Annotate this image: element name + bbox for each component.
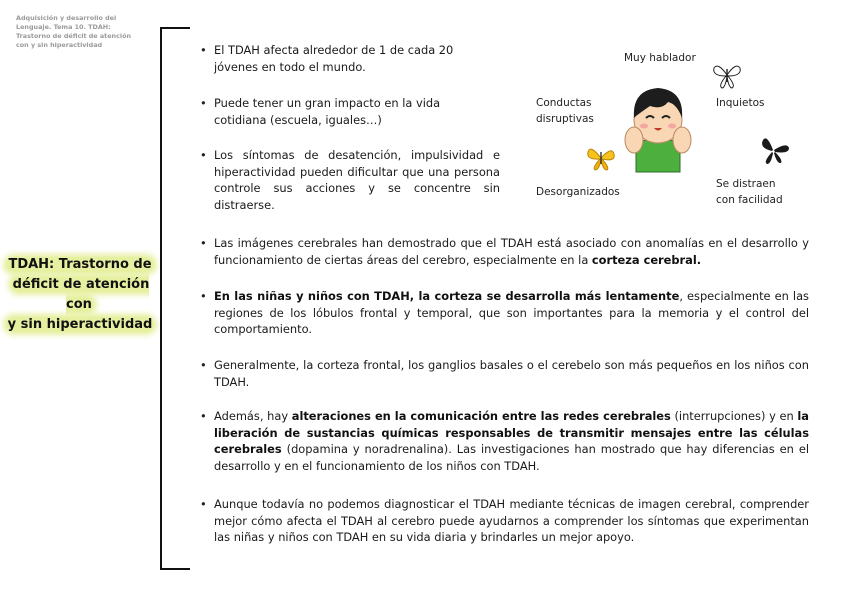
- butterfly-black-icon: [757, 134, 791, 166]
- side-title-line: y sin hiperactividad: [7, 317, 153, 332]
- butterfly-white-icon: [710, 60, 744, 90]
- header-line: Trastorno de déficit de atención: [16, 32, 132, 40]
- side-title-line: déficit de atención con: [12, 277, 150, 312]
- list-item: • Los síntomas de desatención, impulsividad e hiperactividad pueden dificultar que una persona controle sus acciones y se concentre sin distraerse.: [214, 147, 500, 213]
- label-talkative: Muy hablador: [624, 52, 696, 64]
- list-item: • Puede tener un gran impacto en la vida cotidiana (escuela, iguales…): [214, 95, 504, 128]
- list-item: • En las niñas y niños con TDAH, la corteza se desarrolla más lentamente, especialmente en las regiones de los lóbulos frontal y temporal, que son importantes para la memoria y el control del comportamiento.: [214, 288, 809, 338]
- butterfly-yellow-icon: [586, 144, 616, 172]
- list-item: • Además, hay alteraciones en la comunicación entre las redes cerebrales (interrupciones) y en la liberación de sustancias químicas responsables de transmitir mensajes entre las células cerebrales (dopamina y noradrenalina). Las investigaciones han mostrado que hay diferencias en el desarrollo y en el funcionamiento de los niños con TDAH.: [214, 408, 809, 474]
- header-line: con y sin hiperactividad: [16, 41, 103, 49]
- side-title: [4, 255, 156, 335]
- bracket: [160, 27, 190, 570]
- label-distracted: Se distraen con facilidad: [716, 178, 783, 206]
- label-disruptive: Conductas disruptivas: [536, 97, 594, 125]
- list-item: • El TDAH afecta alrededor de 1 de cada 20 jóvenes en todo el mundo.: [214, 42, 504, 75]
- list-item: • Aunque todavía no podemos diagnosticar el TDAH mediante técnicas de imagen cerebral, comprender mejor cómo afecta el TDAH al cerebro puede ayudarnos a comprender los síntomas que experimentan las niñas y niños con TDAH en su vida diaria y brindarles un mejor apoyo.: [214, 496, 809, 546]
- header-line: Adquisición y desarrollo del: [16, 14, 117, 22]
- header-line: Lenguaje. Tema 10. TDAH:: [16, 23, 111, 31]
- side-title-line: TDAH: Trastorno de: [8, 257, 152, 272]
- list-item: • Las imágenes cerebrales han demostrado que el TDAH está asociado con anomalías en el desarrollo y funcionamiento de ciertas áreas del cerebro, especialmente en la corteza cerebral.: [214, 235, 809, 268]
- label-restless: Inquietos: [716, 97, 765, 109]
- label-disorganized: Desorganizados: [536, 186, 620, 198]
- child-illustration: [622, 80, 694, 175]
- document-header: [16, 14, 156, 50]
- list-item: • Generalmente, la corteza frontal, los ganglios basales o el cerebelo son más pequeños en los niños con TDAH.: [214, 357, 809, 390]
